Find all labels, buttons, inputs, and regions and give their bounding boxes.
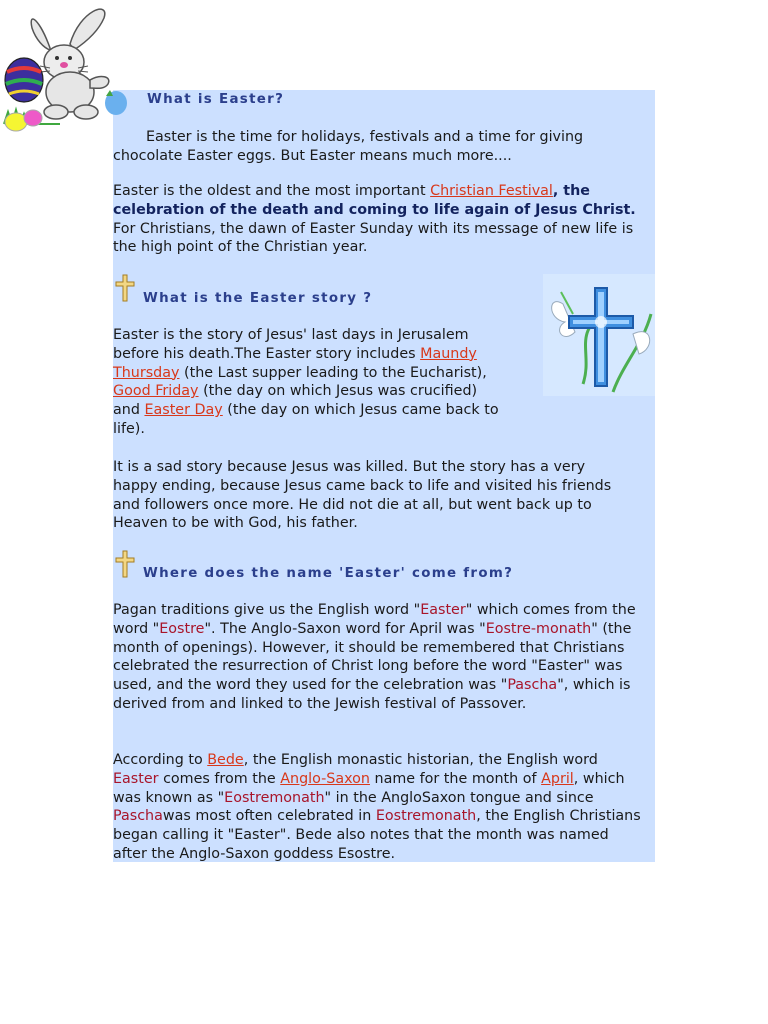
easter-bunny-clipart <box>0 0 130 140</box>
paragraph-5: Pagan traditions give us the English word "Easter" which comes from the word "Eostre". The Anglo-Saxon word for April was "Eostre-monath" (the month of openings). However, it should be remembered that Christians celebrated the resurrection of Christ long before the word "Easter" was used, and the word they used for the celebration was "Pascha", which is derived from and linked to the Jewish festival of Passover. <box>113 602 636 712</box>
heading-easter-story: What is the Easter story ? <box>143 291 373 306</box>
cross-icon <box>115 274 135 302</box>
link-good-friday[interactable]: Good Friday <box>113 383 199 400</box>
heading-what-is-easter: What is Easter? <box>147 92 285 107</box>
link-bede[interactable]: Bede <box>207 752 244 768</box>
link-april[interactable]: April <box>541 770 574 787</box>
egg-bullet-icon <box>101 86 131 116</box>
paragraph-1: Easter is the time for holidays, festivals and a time for giving chocolate Easter eggs. But Easter means much more.... <box>113 129 584 164</box>
paragraph-2: Easter is the oldest and the most important Christian Festival, the celebration of the death and coming to life again of Jesus Christ. For Christians, the dawn of Easter Sunday with its message of new life is the high point of the Christian year. <box>113 183 636 256</box>
link-christian-festival[interactable]: Christian Festival <box>430 183 553 199</box>
cross-lily-image <box>543 274 655 396</box>
paragraph-4: It is a sad story because Jesus was killed. But the story has a very happy ending, because Jesus came back to life and visited his friends and followers once more. He did not die at all, but went back up to Heaven to be with God, his father. <box>113 459 612 532</box>
cross-icon <box>115 550 135 578</box>
paragraph-3: Easter is the story of Jesus' last days in Jerusalem before his death.The Easter story includes Maundy Thursday (the Last supper leading to the Eucharist), Good Friday (the day on which Jesus was crucified) and Easter Day (the day on which Jesus came back to life). <box>113 327 499 437</box>
link-anglo-saxon[interactable]: Anglo-Saxon <box>280 770 370 787</box>
link-easter-day[interactable]: Easter Day <box>144 402 223 419</box>
heading-name-origin: Where does the name 'Easter' come from? <box>143 566 514 581</box>
paragraph-6: According to Bede, the English monastic historian, the English word Easter comes from the Anglo-Saxon name for the month of April, which was known as "Eostremonath" in the AngloSaxon tongue and since Paschawas most often celebrated in Eostremonath, the English Christians began calling it "Easter". Bede also notes that the month was named after the Anglo-Saxon goddess Esostre. <box>113 752 641 862</box>
link-maundy-thursday[interactable]: Maundy Thursday <box>113 345 477 381</box>
